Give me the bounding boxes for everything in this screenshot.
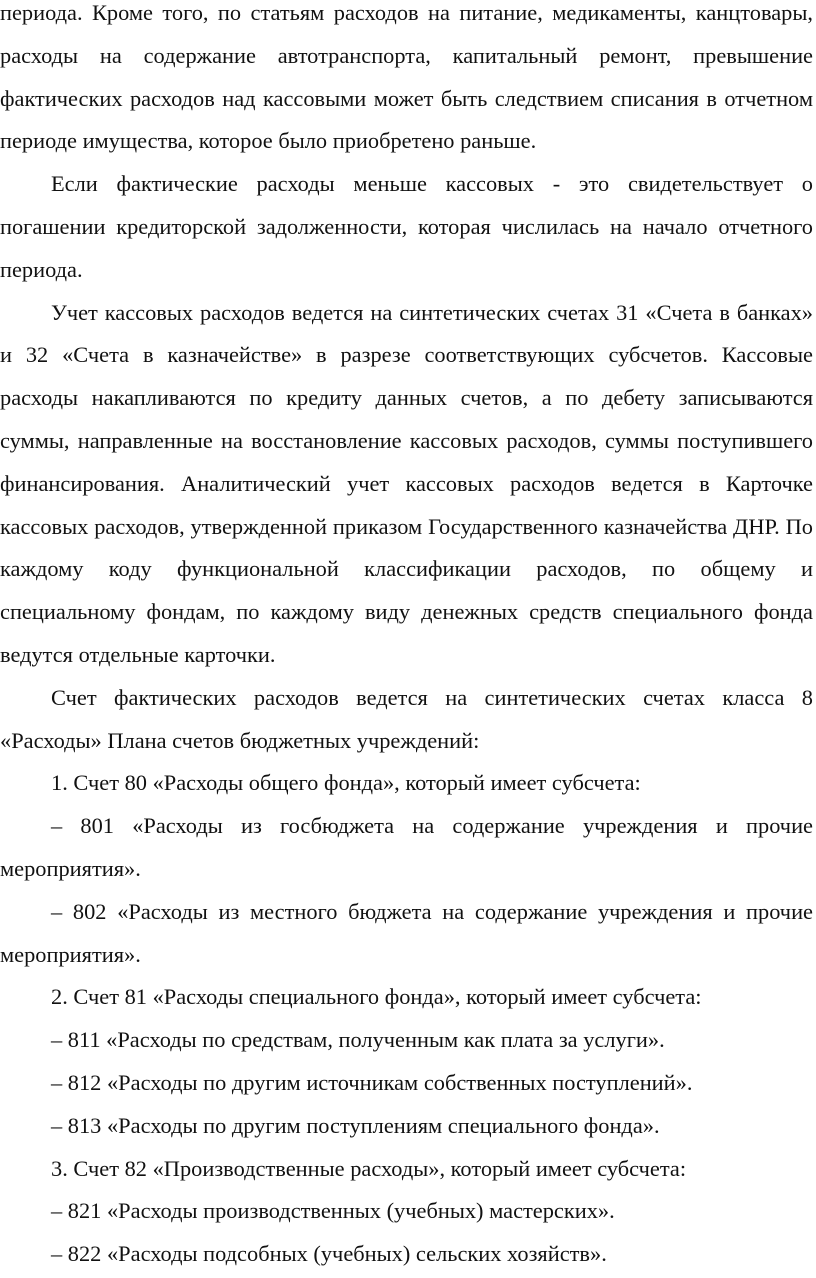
account-80-heading: 1. Счет 80 «Расходы общего фонда», который имеет субсчета:	[51, 770, 641, 796]
subaccount-811: – 811 «Расходы по средствам, полученным как плата за услуги».	[51, 1027, 665, 1053]
subaccount-821: – 821 «Расходы производственных (учебных) мастерских».	[51, 1198, 615, 1224]
subaccount-822: – 822 «Расходы подсобных (учебных) сельских хозяйств».	[51, 1241, 607, 1267]
paragraph-actual-less-than-cash: Если фактические расходы меньше кассовых - это свидетельствует о погашении кредиторской задолженности, которая числилась на начало отчетного периода.	[0, 171, 813, 282]
account-81-heading: 2. Счет 81 «Расходы специального фонда», который имеет субсчета:	[51, 984, 702, 1010]
subaccount-802: – 802 «Расходы из местного бюджета на содержание учреждения и прочие мероприятия».	[0, 898, 813, 967]
subaccount-801: – 801 «Расходы из госбюджета на содержание учреждения и прочие мероприятия».	[0, 813, 813, 881]
subaccount-813: – 813 «Расходы по другим поступлениям специального фонда».	[51, 1112, 660, 1138]
paragraph-continuation: периода. Кроме того, по статьям расходов на питание, медикаменты, канцтовары, расходы на содержание автотранспорта, капитальный ремонт, превышение фактических расходов над кассовыми может быть следствием списания в отчетном периоде имущества, которое было приобретено раньше.	[0, 0, 813, 154]
paragraph-actual-expenses-accounts: Счет фактических расходов ведется на синтетических счетах класса 8 «Расходы» Плана счетов бюджетных учреждений:	[0, 684, 813, 753]
subaccount-812: – 812 «Расходы по другим источникам собственных поступлений».	[51, 1069, 693, 1095]
account-82-heading: 3. Счет 82 «Производственные расходы», который имеет субсчета:	[51, 1155, 687, 1181]
paragraph-cash-expenses-accounting: Учет кассовых расходов ведется на синтетических счетах 31 «Счета в банках» и 32 «Счета в казначействе» в разрезе соответствующих субсчетов. Кассовые расходы накапливаются по кредиту данных счетов, а по дебету записываются суммы, направленные на восстановление кассовых расходов, суммы поступившего финансирования. Аналитический учет кассовых расходов ведется в Карточке кассовых расходов, утвержденной приказом Государственного казначейства ДНР. По каждому коду функциональной классификации расходов, по общему и специальному фондам, по каждому виду денежных средств специального фонда ведутся отдельные карточки.	[0, 299, 813, 667]
